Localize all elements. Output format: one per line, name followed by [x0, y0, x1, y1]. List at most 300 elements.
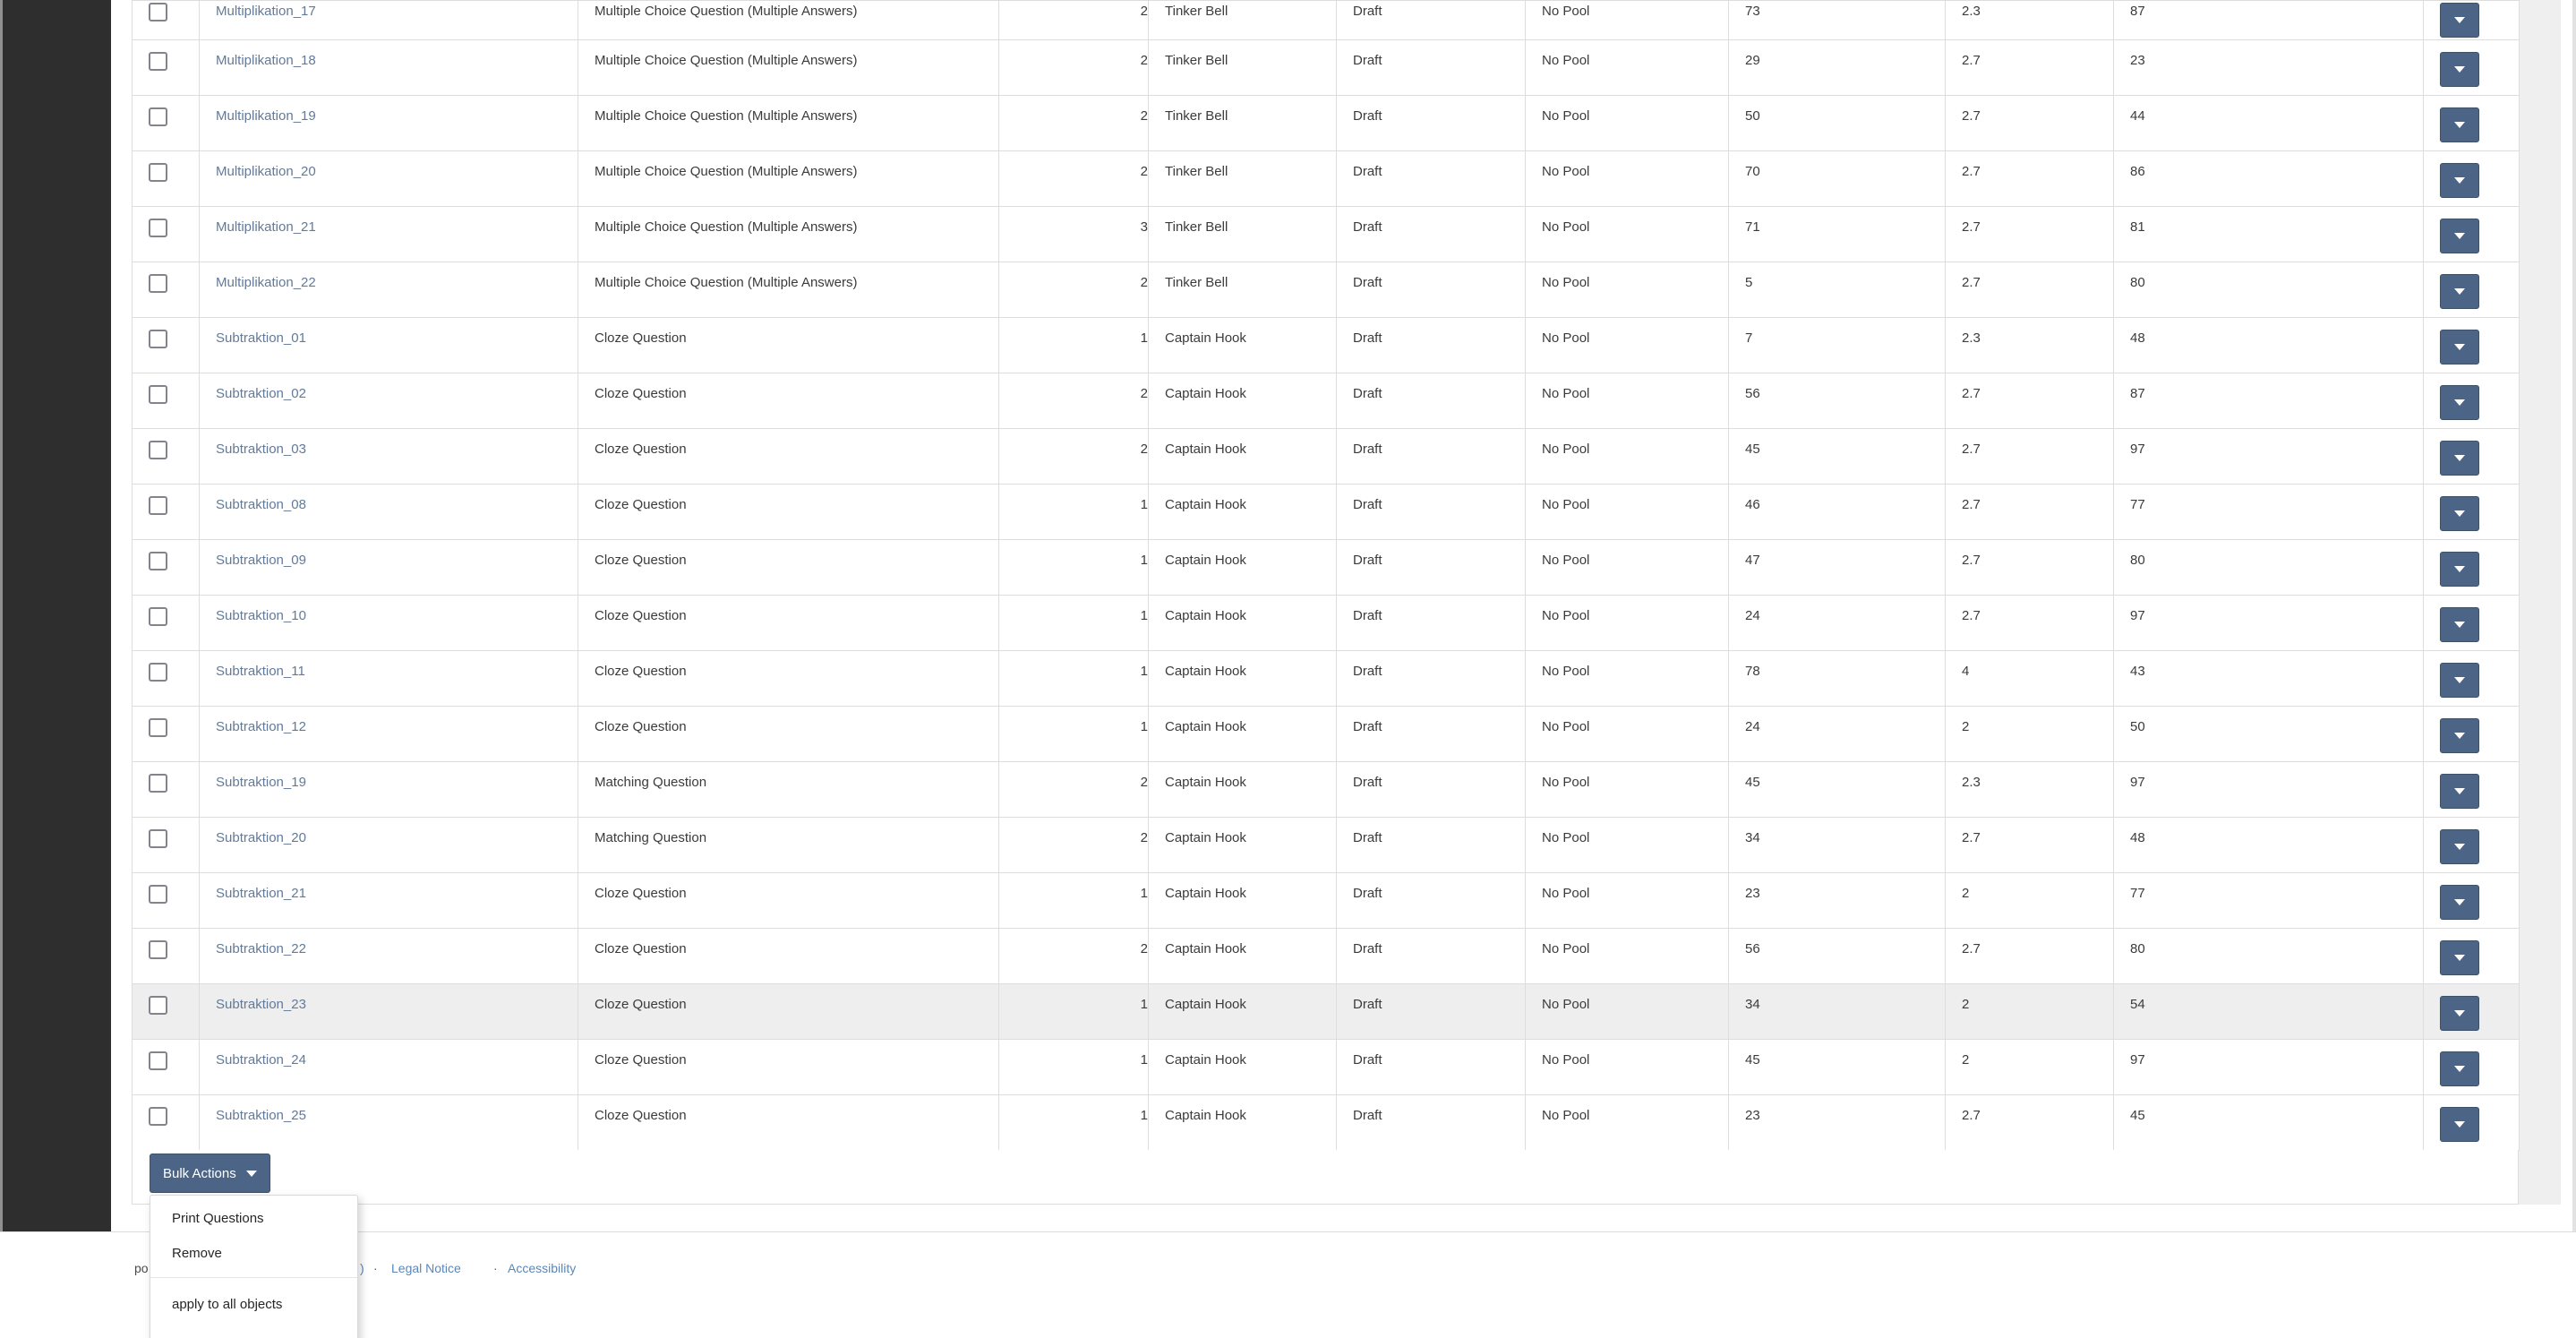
- chevron-down-icon: [2454, 17, 2465, 23]
- table-row: [133, 373, 2520, 429]
- legal-notice-link[interactable]: Legal Notice: [391, 1261, 461, 1275]
- cell-author: Captain Hook: [1149, 596, 1337, 651]
- cell-question-title: [200, 96, 578, 151]
- cell-question-title: [200, 40, 578, 96]
- row-checkbox[interactable]: [149, 496, 167, 515]
- footer-powered-by-fragment: po: [134, 1261, 149, 1275]
- cell-question-type: Cloze Question: [578, 318, 999, 373]
- chevron-down-icon: [2454, 1010, 2465, 1016]
- row-actions-dropdown-button[interactable]: [2440, 274, 2479, 309]
- cell-checkbox: [133, 1095, 200, 1151]
- row-actions-dropdown-button[interactable]: [2440, 52, 2479, 87]
- chevron-down-icon: [2454, 899, 2465, 905]
- cell-question-type: Multiple Choice Question (Multiple Answers): [578, 40, 999, 96]
- table-row: [133, 96, 2520, 151]
- cell-question-type: Cloze Question: [578, 1095, 999, 1151]
- row-checkbox[interactable]: [149, 996, 167, 1015]
- row-actions-dropdown-button[interactable]: [2440, 107, 2479, 142]
- table-row: [133, 1, 2520, 40]
- cell-status: Draft: [1337, 262, 1526, 318]
- cell-status: Draft: [1337, 40, 1526, 96]
- cell-author: Captain Hook: [1149, 540, 1337, 596]
- cell-value-3: 86: [2114, 151, 2424, 207]
- cell-status: Draft: [1337, 984, 1526, 1040]
- cell-pool: No Pool: [1526, 318, 1729, 373]
- cell-author: Captain Hook: [1149, 873, 1337, 929]
- row-checkbox[interactable]: [149, 552, 167, 570]
- table-row: [133, 873, 2520, 929]
- cell-value-3: 50: [2114, 707, 2424, 762]
- sidebar-edge-divider: [0, 0, 3, 1338]
- cell-value-1: 56: [1729, 929, 1946, 984]
- chevron-down-icon: [2454, 955, 2465, 961]
- cell-checkbox: [133, 818, 200, 873]
- cell-checkbox: [133, 96, 200, 151]
- cell-value-3: 97: [2114, 596, 2424, 651]
- cell-points: 2: [999, 818, 1149, 873]
- cell-pool: No Pool: [1526, 1095, 1729, 1151]
- row-checkbox[interactable]: [149, 163, 167, 182]
- cell-value-1: 24: [1729, 596, 1946, 651]
- accessibility-link[interactable]: Accessibility: [508, 1261, 577, 1275]
- row-checkbox[interactable]: [149, 385, 167, 404]
- cell-question-title: [200, 1040, 578, 1095]
- cell-author: Captain Hook: [1149, 818, 1337, 873]
- cell-author: Captain Hook: [1149, 1040, 1337, 1095]
- question-link[interactable]: Multiplikation_17: [216, 4, 316, 19]
- cell-actions: [2424, 1095, 2520, 1151]
- cell-pool: No Pool: [1526, 1040, 1729, 1095]
- cell-pool: No Pool: [1526, 651, 1729, 707]
- cell-value-2: 4: [1946, 651, 2114, 707]
- cell-question-title: [200, 596, 578, 651]
- cell-value-3: 23: [2114, 40, 2424, 96]
- row-actions-dropdown-button[interactable]: [2440, 829, 2479, 864]
- cell-question-type: Cloze Question: [578, 485, 999, 540]
- table-row: [133, 818, 2520, 873]
- cell-points: 2: [999, 40, 1149, 96]
- table-row: [133, 540, 2520, 596]
- cell-actions: [2424, 318, 2520, 373]
- table-row: [133, 485, 2520, 540]
- cell-points: 1: [999, 596, 1149, 651]
- cell-value-3: 97: [2114, 762, 2424, 818]
- row-actions-dropdown-button[interactable]: [2440, 996, 2479, 1031]
- question-link[interactable]: Subtraktion_21: [216, 886, 306, 901]
- cell-value-3: 43: [2114, 651, 2424, 707]
- question-link[interactable]: Multiplikation_19: [216, 108, 316, 124]
- cell-question-type: Cloze Question: [578, 596, 999, 651]
- table-row: [133, 1095, 2520, 1151]
- question-link[interactable]: Subtraktion_01: [216, 330, 306, 346]
- cell-points: 2: [999, 429, 1149, 485]
- cell-status: Draft: [1337, 151, 1526, 207]
- cell-points: 3: [999, 207, 1149, 262]
- menu-item-print-questions[interactable]: Print Questions: [172, 1211, 264, 1226]
- cell-points: 2: [999, 373, 1149, 429]
- cell-points: 1: [999, 984, 1149, 1040]
- cell-author: Tinker Bell: [1149, 1, 1337, 40]
- footer-separator: ·: [493, 1261, 498, 1275]
- cell-value-2: 2.3: [1946, 318, 2114, 373]
- cell-value-3: 80: [2114, 929, 2424, 984]
- question-link[interactable]: Subtraktion_22: [216, 941, 306, 956]
- bulk-actions-dropdown-menu: [150, 1195, 358, 1338]
- row-actions-dropdown-button[interactable]: [2440, 385, 2479, 420]
- cell-points: 1: [999, 707, 1149, 762]
- cell-points: 2: [999, 929, 1149, 984]
- cell-status: Draft: [1337, 651, 1526, 707]
- cell-question-type: Cloze Question: [578, 429, 999, 485]
- cell-question-type: Cloze Question: [578, 873, 999, 929]
- chevron-down-icon: [2454, 344, 2465, 350]
- table-scroll-gutter: [2519, 0, 2561, 1205]
- question-link[interactable]: Subtraktion_10: [216, 608, 306, 623]
- cell-value-1: 45: [1729, 429, 1946, 485]
- cell-actions: [2424, 596, 2520, 651]
- cell-value-3: 77: [2114, 873, 2424, 929]
- cell-value-1: 46: [1729, 485, 1946, 540]
- cell-pool: No Pool: [1526, 707, 1729, 762]
- cell-points: 1: [999, 1095, 1149, 1151]
- cell-question-title: [200, 762, 578, 818]
- cell-question-type: Cloze Question: [578, 373, 999, 429]
- cell-pool: No Pool: [1526, 429, 1729, 485]
- cell-checkbox: [133, 873, 200, 929]
- question-link[interactable]: Multiplikation_18: [216, 53, 316, 68]
- cell-checkbox: [133, 207, 200, 262]
- cell-actions: [2424, 485, 2520, 540]
- cell-pool: No Pool: [1526, 540, 1729, 596]
- cell-question-title: [200, 929, 578, 984]
- row-actions-dropdown-button[interactable]: [2440, 496, 2479, 531]
- cell-actions: [2424, 96, 2520, 151]
- cell-value-3: 87: [2114, 1, 2424, 40]
- row-checkbox[interactable]: [149, 441, 167, 459]
- cell-value-2: 2.7: [1946, 818, 2114, 873]
- cell-value-2: 2.7: [1946, 1095, 2114, 1151]
- question-link[interactable]: Multiplikation_21: [216, 219, 316, 235]
- cell-question-type: Multiple Choice Question (Multiple Answers): [578, 1, 999, 40]
- chevron-down-icon: [2454, 733, 2465, 739]
- cell-value-2: 2.7: [1946, 96, 2114, 151]
- cell-question-title: [200, 318, 578, 373]
- cell-checkbox: [133, 762, 200, 818]
- cell-question-title: [200, 485, 578, 540]
- table-row: [133, 762, 2520, 818]
- row-actions-dropdown-button[interactable]: [2440, 718, 2479, 753]
- cell-actions: [2424, 262, 2520, 318]
- cell-question-type: Matching Question: [578, 818, 999, 873]
- question-link[interactable]: Subtraktion_03: [216, 442, 306, 457]
- row-checkbox[interactable]: [149, 663, 167, 682]
- row-checkbox[interactable]: [149, 1051, 167, 1070]
- cell-pool: No Pool: [1526, 596, 1729, 651]
- row-checkbox[interactable]: [149, 1107, 167, 1126]
- question-link[interactable]: Subtraktion_24: [216, 1052, 306, 1068]
- cell-author: Captain Hook: [1149, 651, 1337, 707]
- cell-status: Draft: [1337, 929, 1526, 984]
- table-row: [133, 429, 2520, 485]
- cell-actions: [2424, 1040, 2520, 1095]
- row-actions-dropdown-button[interactable]: [2440, 1107, 2479, 1142]
- cell-question-type: Cloze Question: [578, 651, 999, 707]
- table-row: [133, 151, 2520, 207]
- cell-question-type: Cloze Question: [578, 540, 999, 596]
- cell-author: Tinker Bell: [1149, 262, 1337, 318]
- cell-author: Tinker Bell: [1149, 151, 1337, 207]
- table-row: [133, 40, 2520, 96]
- cell-value-1: 34: [1729, 984, 1946, 1040]
- cell-points: 1: [999, 540, 1149, 596]
- table-row: [133, 929, 2520, 984]
- cell-actions: [2424, 207, 2520, 262]
- cell-value-2: 2: [1946, 984, 2114, 1040]
- table-footer-strip: [132, 1150, 2519, 1205]
- cell-checkbox: [133, 1040, 200, 1095]
- cell-author: Tinker Bell: [1149, 96, 1337, 151]
- window-right-edge: [2572, 0, 2576, 1338]
- cell-pool: No Pool: [1526, 262, 1729, 318]
- question-link[interactable]: Subtraktion_25: [216, 1108, 306, 1123]
- cell-points: 2: [999, 151, 1149, 207]
- cell-actions: [2424, 818, 2520, 873]
- page-footer: [0, 1231, 2576, 1338]
- cell-value-2: 2.7: [1946, 929, 2114, 984]
- cell-value-1: 45: [1729, 762, 1946, 818]
- row-actions-dropdown-button[interactable]: [2440, 663, 2479, 698]
- row-actions-dropdown-button[interactable]: [2440, 1051, 2479, 1086]
- cell-value-3: 97: [2114, 429, 2424, 485]
- row-checkbox[interactable]: [149, 940, 167, 959]
- cell-question-type: Cloze Question: [578, 929, 999, 984]
- cell-actions: [2424, 651, 2520, 707]
- table-row: [133, 984, 2520, 1040]
- cell-status: Draft: [1337, 762, 1526, 818]
- cell-question-title: [200, 873, 578, 929]
- cell-value-3: 97: [2114, 1040, 2424, 1095]
- row-checkbox[interactable]: [149, 885, 167, 904]
- row-actions-dropdown-button[interactable]: [2440, 940, 2479, 975]
- question-link[interactable]: Subtraktion_19: [216, 775, 306, 790]
- cell-checkbox: [133, 318, 200, 373]
- cell-pool: No Pool: [1526, 96, 1729, 151]
- cell-value-1: 73: [1729, 1, 1946, 40]
- cell-actions: [2424, 40, 2520, 96]
- chevron-down-icon: [2454, 788, 2465, 794]
- cell-pool: No Pool: [1526, 485, 1729, 540]
- cell-author: Tinker Bell: [1149, 207, 1337, 262]
- chevron-down-icon: [2454, 288, 2465, 295]
- cell-question-title: [200, 373, 578, 429]
- cell-points: 1: [999, 1040, 1149, 1095]
- cell-author: Captain Hook: [1149, 429, 1337, 485]
- cell-value-3: 48: [2114, 818, 2424, 873]
- cell-question-title: [200, 707, 578, 762]
- footer-separator: ·: [373, 1261, 378, 1275]
- cell-value-3: 54: [2114, 984, 2424, 1040]
- table-row: [133, 207, 2520, 262]
- chevron-down-icon: [246, 1171, 257, 1177]
- question-link[interactable]: Subtraktion_23: [216, 997, 306, 1012]
- cell-checkbox: [133, 151, 200, 207]
- cell-actions: [2424, 707, 2520, 762]
- cell-value-1: 7: [1729, 318, 1946, 373]
- cell-pool: No Pool: [1526, 984, 1729, 1040]
- cell-points: 1: [999, 651, 1149, 707]
- cell-status: Draft: [1337, 429, 1526, 485]
- cell-pool: No Pool: [1526, 873, 1729, 929]
- row-checkbox[interactable]: [149, 274, 167, 293]
- chevron-down-icon: [2454, 677, 2465, 683]
- cell-checkbox: [133, 485, 200, 540]
- cell-points: 1: [999, 318, 1149, 373]
- cell-question-type: Multiple Choice Question (Multiple Answers): [578, 96, 999, 151]
- cell-checkbox: [133, 707, 200, 762]
- cell-value-1: 50: [1729, 96, 1946, 151]
- cell-points: 2: [999, 96, 1149, 151]
- row-actions-dropdown-button[interactable]: [2440, 163, 2479, 198]
- row-checkbox[interactable]: [149, 107, 167, 126]
- bulk-actions-button[interactable]: [150, 1154, 270, 1193]
- question-link[interactable]: Subtraktion_11: [216, 664, 305, 679]
- cell-value-1: 29: [1729, 40, 1946, 96]
- cell-status: Draft: [1337, 318, 1526, 373]
- cell-value-1: 34: [1729, 818, 1946, 873]
- question-link[interactable]: Subtraktion_12: [216, 719, 306, 734]
- row-actions-dropdown-button[interactable]: [2440, 219, 2479, 253]
- row-actions-dropdown-button[interactable]: [2440, 774, 2479, 809]
- cell-checkbox: [133, 984, 200, 1040]
- chevron-down-icon: [2454, 66, 2465, 73]
- question-link[interactable]: Subtraktion_09: [216, 553, 306, 568]
- cell-pool: No Pool: [1526, 40, 1729, 96]
- cell-status: Draft: [1337, 540, 1526, 596]
- question-link[interactable]: Subtraktion_02: [216, 386, 306, 401]
- row-checkbox[interactable]: [149, 829, 167, 848]
- cell-checkbox: [133, 373, 200, 429]
- cell-question-type: Multiple Choice Question (Multiple Answers): [578, 207, 999, 262]
- bulk-actions-label: Bulk Actions: [163, 1165, 236, 1181]
- cell-value-1: 56: [1729, 373, 1946, 429]
- row-checkbox[interactable]: [149, 219, 167, 237]
- row-checkbox[interactable]: [149, 774, 167, 793]
- cell-checkbox: [133, 40, 200, 96]
- cell-pool: No Pool: [1526, 818, 1729, 873]
- cell-author: Captain Hook: [1149, 1095, 1337, 1151]
- cell-status: Draft: [1337, 96, 1526, 151]
- row-checkbox[interactable]: [149, 607, 167, 626]
- cell-value-3: 77: [2114, 485, 2424, 540]
- menu-item-remove[interactable]: Remove: [172, 1246, 222, 1261]
- cell-actions: [2424, 984, 2520, 1040]
- cell-value-3: 80: [2114, 262, 2424, 318]
- chevron-down-icon: [2454, 233, 2465, 239]
- chevron-down-icon: [2454, 399, 2465, 406]
- row-checkbox[interactable]: [149, 52, 167, 71]
- cell-value-2: 2.7: [1946, 151, 2114, 207]
- questions-table: [132, 0, 2520, 1151]
- cell-author: Captain Hook: [1149, 318, 1337, 373]
- row-actions-dropdown-button[interactable]: [2440, 441, 2479, 476]
- cell-points: 2: [999, 1, 1149, 40]
- cell-question-title: [200, 262, 578, 318]
- cell-value-1: 23: [1729, 1095, 1946, 1151]
- cell-author: Captain Hook: [1149, 707, 1337, 762]
- cell-pool: No Pool: [1526, 151, 1729, 207]
- row-actions-dropdown-button[interactable]: [2440, 607, 2479, 642]
- row-checkbox[interactable]: [149, 330, 167, 348]
- cell-value-2: 2.3: [1946, 1, 2114, 40]
- cell-value-2: 2.3: [1946, 762, 2114, 818]
- table-row: [133, 596, 2520, 651]
- chevron-down-icon: [2454, 510, 2465, 517]
- cell-status: Draft: [1337, 818, 1526, 873]
- cell-question-type: Multiple Choice Question (Multiple Answers): [578, 151, 999, 207]
- cell-author: Captain Hook: [1149, 762, 1337, 818]
- row-actions-dropdown-button[interactable]: [2440, 3, 2479, 38]
- cell-actions: [2424, 373, 2520, 429]
- question-link[interactable]: Multiplikation_22: [216, 275, 316, 290]
- chevron-down-icon: [2454, 844, 2465, 850]
- cell-value-2: 2.7: [1946, 40, 2114, 96]
- cell-question-type: Multiple Choice Question (Multiple Answers): [578, 262, 999, 318]
- cell-checkbox: [133, 429, 200, 485]
- cell-value-2: 2.7: [1946, 373, 2114, 429]
- cell-pool: No Pool: [1526, 762, 1729, 818]
- cell-value-3: 48: [2114, 318, 2424, 373]
- cell-value-3: 44: [2114, 96, 2424, 151]
- cell-status: Draft: [1337, 873, 1526, 929]
- footer-version-link-fragment: ): [360, 1261, 364, 1275]
- row-actions-dropdown-button[interactable]: [2440, 330, 2479, 365]
- cell-actions: [2424, 762, 2520, 818]
- chevron-down-icon: [2454, 622, 2465, 628]
- menu-item-apply-to-all-objects[interactable]: apply to all objects: [172, 1297, 283, 1312]
- cell-points: 1: [999, 873, 1149, 929]
- cell-status: Draft: [1337, 1, 1526, 40]
- cell-pool: No Pool: [1526, 1, 1729, 40]
- chevron-down-icon: [2454, 122, 2465, 128]
- cell-author: Captain Hook: [1149, 373, 1337, 429]
- table-row: [133, 651, 2520, 707]
- cell-value-2: 2: [1946, 1040, 2114, 1095]
- cell-value-3: 45: [2114, 1095, 2424, 1151]
- row-checkbox[interactable]: [149, 718, 167, 737]
- question-link[interactable]: Subtraktion_08: [216, 497, 306, 512]
- cell-value-1: 5: [1729, 262, 1946, 318]
- row-actions-dropdown-button[interactable]: [2440, 552, 2479, 587]
- row-actions-dropdown-button[interactable]: [2440, 885, 2479, 920]
- cell-value-2: 2.7: [1946, 540, 2114, 596]
- question-link[interactable]: Multiplikation_20: [216, 164, 316, 179]
- table-row: [133, 262, 2520, 318]
- table-row: [133, 707, 2520, 762]
- cell-question-title: [200, 818, 578, 873]
- cell-question-title: [200, 540, 578, 596]
- cell-author: Tinker Bell: [1149, 40, 1337, 96]
- cell-status: Draft: [1337, 485, 1526, 540]
- collapsed-sidebar: [0, 0, 111, 1338]
- question-link[interactable]: Subtraktion_20: [216, 830, 306, 845]
- cell-value-1: 45: [1729, 1040, 1946, 1095]
- cell-pool: No Pool: [1526, 207, 1729, 262]
- cell-actions: [2424, 1, 2520, 40]
- cell-status: Draft: [1337, 207, 1526, 262]
- cell-value-2: 2: [1946, 873, 2114, 929]
- cell-value-2: 2.7: [1946, 262, 2114, 318]
- row-checkbox[interactable]: [149, 3, 167, 21]
